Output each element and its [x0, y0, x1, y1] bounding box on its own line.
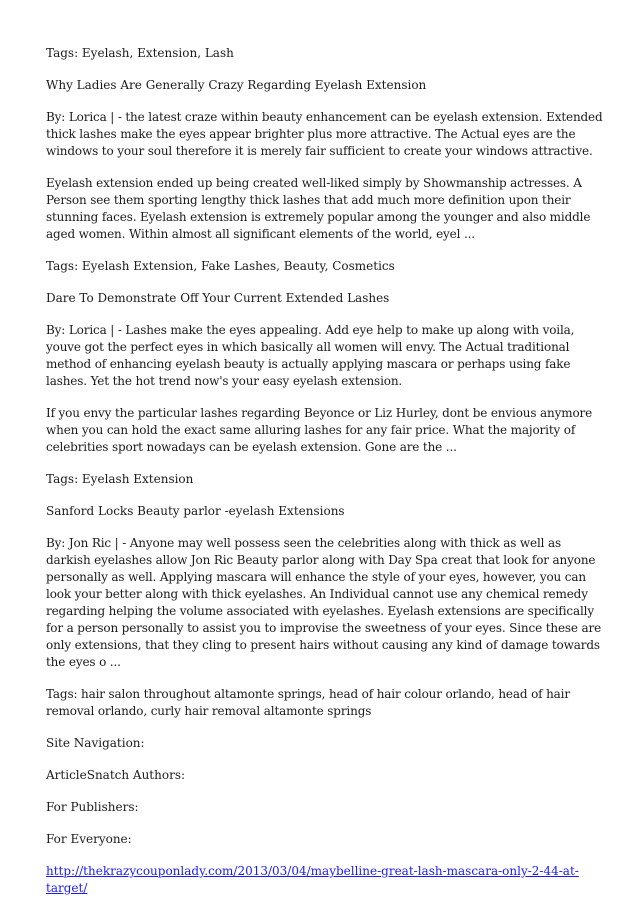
tags-line-4: Tags: hair salon throughout altamonte springs, head of hair colour orlando, head of hair removal orlando, curly hair removal altamonte springs [46, 687, 570, 718]
publishers-heading: For Publishers: [46, 800, 139, 814]
authors-heading: ArticleSnatch Authors: [46, 768, 186, 782]
article-1-paragraph-1: By: Lorica | - the latest craze within beauty enhancement can be eyelash extension. Extended thick lashes make the eyes appear brighter plus more attractive. The Actual eyes are the windows to your soul therefore it is merely fair sufficient to create your windows attractive. [46, 110, 603, 158]
everyone-heading: For Everyone: [46, 832, 132, 846]
article-2-paragraph-1: By: Lorica | - Lashes make the eyes appealing. Add eye help to make up along with voila, youve got the perfect eyes in which basically all women will envy. The Actual traditional method of enhancing eyelash beauty is actually applying mascara or perhaps using fake lashes. Yet the hot trend now's your easy eyelash extension. [46, 323, 575, 388]
document-page [46, 45, 606, 912]
tags-line-3: Tags: Eyelash Extension [46, 472, 194, 486]
tags-line-1: Tags: Eyelash, Extension, Lash [46, 46, 234, 60]
article-title-3: Sanford Locks Beauty parlor -eyelash Extensions [46, 504, 345, 518]
site-navigation-heading: Site Navigation: [46, 736, 145, 750]
source-link[interactable]: http://thekrazycouponlady.com/2013/03/04/maybelline-great-lash-mascara-only-2-44-at-target/ [46, 864, 579, 895]
article-1-paragraph-2: Eyelash extension ended up being created well-liked simply by Showmanship actresses. A Person see them sporting lengthy thick lashes that add much more definition upon their stunning faces. Eyelash extension is extremely popular among the younger and also middle aged women. Within almost all significant elements of the world, eyel ... [46, 176, 591, 241]
tags-line-2: Tags: Eyelash Extension, Fake Lashes, Beauty, Cosmetics [46, 259, 395, 273]
article-title-1: Why Ladies Are Generally Crazy Regarding Eyelash Extension [46, 78, 427, 92]
article-title-2: Dare To Demonstrate Off Your Current Extended Lashes [46, 291, 390, 305]
article-2-paragraph-2: If you envy the particular lashes regarding Beyonce or Liz Hurley, dont be envious anymore when you can hold the exact same alluring lashes for any fair price. What the majority of celebrities sport nowadays can be eyelash extension. Gone are the ... [46, 406, 593, 454]
article-3-paragraph-1: By: Jon Ric | - Anyone may well possess seen the celebrities along with thick as well as darkish eyelashes allow Jon Ric Beauty parlor along with Day Spa creat that look for anyone personally as well. Applying mascara will enhance the style of your eyes, however, you can look your better along with thick eyelashes. An Individual cannot use any chemical remedy regarding helping the volume associated with eyelashes. Eyelash extensions are specifically for a person personally to assist you to improvise the sweetness of your eyes. Since these are only extensions, that they cling to present hairs without causing any kind of damage towards the eyes o ... [46, 536, 602, 669]
